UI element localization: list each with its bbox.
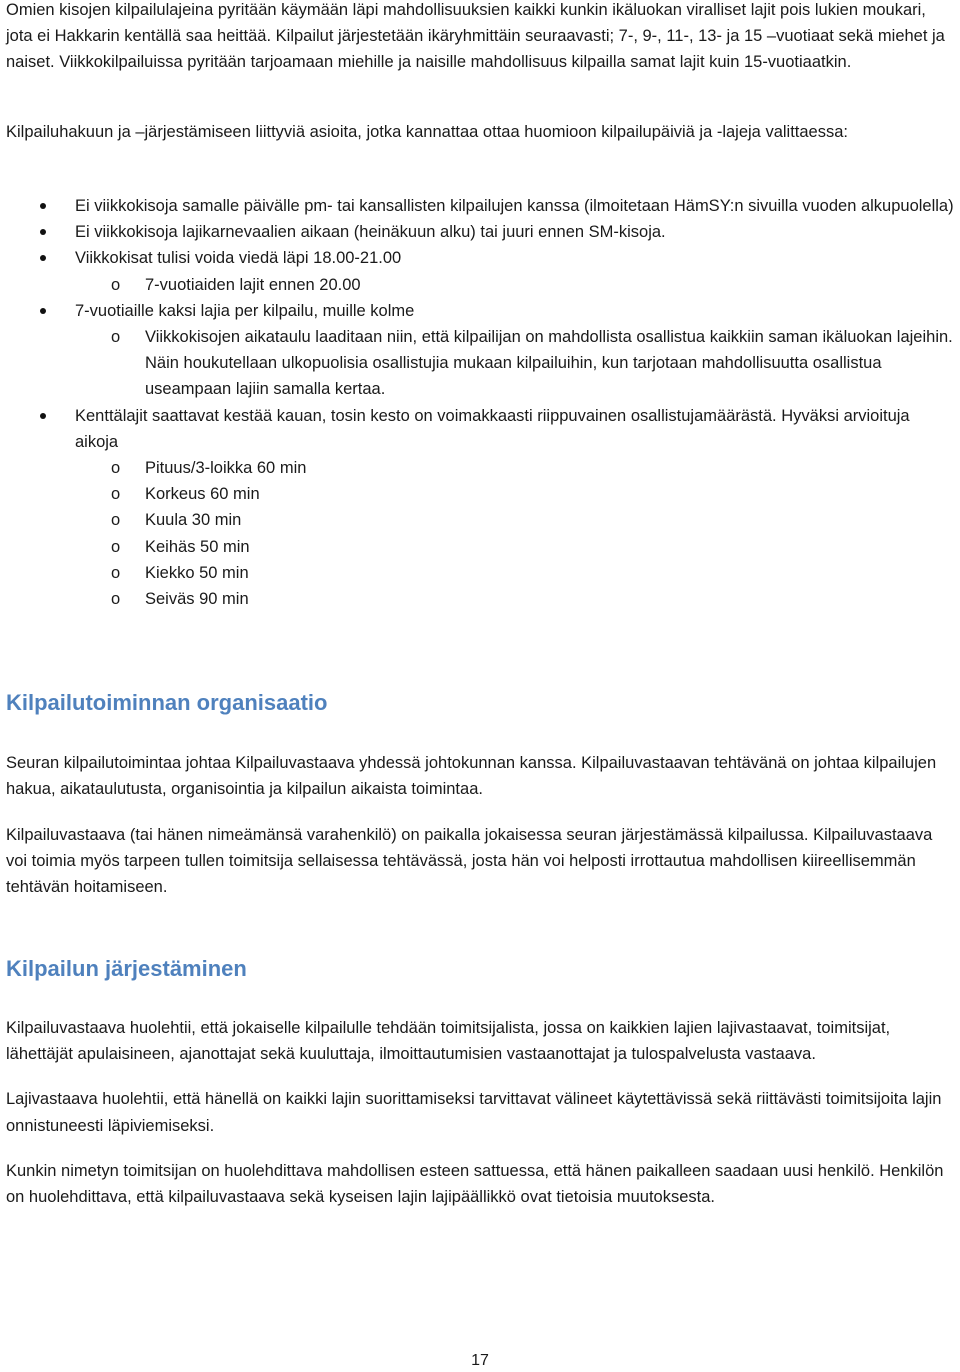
arrangement-paragraph-2: Lajivastaava huolehtii, että hänellä on kaikki lajin suorittamiseksi tarvittavat välineet käytettävissä sekä riittävästi toimitsijoita lajin onnistuneesti läpiviemiseksi. — [6, 1090, 942, 1135]
bullet-text: Viikkokisat tulisi voida viedä läpi 18.00-21.00 — [75, 249, 402, 268]
sub-bullet-marker: o — [111, 328, 121, 347]
sub-item-text: Seiväs 90 min — [145, 590, 249, 609]
bullet-text: Ei viikkokisoja samalle päivälle pm- tai kansallisten kilpailujen kanssa (ilmoitetaan HämSY:n sivuilla vuoden alkupuolella) — [75, 197, 954, 215]
intro-paragraph-1: Omien kisojen kilpailulajeina pyritään käymään läpi mahdollisuuksien kaikki kunkin ikäluokan viralliset lajit pois lukien moukari, jota ei Hakkarin kentällä saa heittää. Kilpailut järjestetään ikäryhmittäin seuraavasti; 7-, 9-, 11-, 13- ja 15 –vuotiaat sekä miehet ja naiset. Viikkokilpailuissa pyritään tarjoamaan miehille ja naisille mahdollisuus kilpailla samat lajit kuin 15-vuotiaatkin. — [6, 1, 945, 72]
bullet-list — [6, 193, 956, 612]
sub-bullet-marker: o — [111, 563, 121, 582]
bullet-item — [6, 298, 956, 403]
organisation-paragraph-1: Seuran kilpailutoimintaa johtaa Kilpailuvastaava yhdessä johtokunnan kanssa. Kilpailuvastaavan tehtävänä on johtaa kilpailujen hakua, aikataulutusta, organisointia ja kilpailun aikaista toimintaa. — [6, 754, 937, 799]
sub-list-item — [75, 507, 956, 533]
sub-item-text: Kuula 30 min — [145, 511, 242, 530]
bullet-item — [6, 403, 956, 613]
bullet-item — [6, 219, 956, 245]
sub-list-item — [75, 534, 956, 560]
sub-item-text: Keihäs 50 min — [145, 537, 250, 556]
bullet-text: Kenttälajit saattavat kestää kauan, tosin kesto on voimakkaasti riippuvainen osallistujamäärästä. Hyväksi arvioituja aikoja — [75, 406, 910, 451]
bullet-item — [6, 193, 956, 219]
sub-bullet-marker: o — [111, 590, 121, 609]
bullet-dot-icon — [40, 308, 46, 314]
sub-list-item — [75, 272, 956, 298]
sub-list-item — [75, 586, 956, 612]
sub-list-item — [75, 324, 956, 403]
bullet-item — [6, 245, 956, 297]
bullet-dot-icon — [40, 229, 46, 235]
sub-list-item — [75, 560, 956, 586]
sub-item-text: Korkeus 60 min — [145, 485, 260, 504]
section-heading-arrangement: Kilpailun järjestäminen — [6, 956, 247, 981]
sub-list — [75, 324, 956, 403]
sub-bullet-marker: o — [111, 485, 121, 504]
sub-item-text: 7-vuotiaiden lajit ennen 20.00 — [145, 275, 361, 294]
arrangement-paragraph-3: Kunkin nimetyn toimitsijan on huolehdittava mahdollisen esteen sattuessa, että hänen paikalleen saadaan uusi henkilö. Henkilön on huolehdittava, että kilpailuvastaava sekä kyseisen lajin lajipäällikkö ovat tietoisia muutoksesta. — [6, 1161, 944, 1207]
bullet-dot-icon — [40, 413, 46, 419]
sub-bullet-marker: o — [111, 511, 121, 530]
sub-item-text: Viikkokisojen aikataulu laaditaan niin, että kilpailijan on mahdollista osallistua kaikkiin saman ikäluokan lajeihin. Näin houkutellaan ulkopuolisia osallistujia mukaan kilpailuihin, kun tarjotaan mahdollisuutta osallistua useampaan lajiin samalla kertaa. — [145, 328, 953, 399]
sub-item-text: Pituus/3-loikka 60 min — [145, 459, 307, 478]
sub-list — [75, 455, 956, 612]
arrangement-paragraph-1: Kilpailuvastaava huolehtii, että jokaiselle kilpailulle tehdään toimitsijalista, jossa on kaikkien lajien lajivastaavat, toimitsijat, lähettäjät apulaisineen, ajanottajat sekä kuuluttaja, ilmoittautumisien vastaanottajat ja tulospalvelusta vastaava. — [6, 1019, 891, 1064]
sub-list — [75, 272, 956, 298]
sub-bullet-marker: o — [111, 537, 121, 556]
organisation-paragraph-2: Kilpailuvastaava (tai hänen nimeämänsä varahenkilö) on paikalla jokaisessa seuran järjestämässä kilpailussa. Kilpailuvastaava voi toimia myös tarpeen tullen toimitsija sellaisessa tehtävässä, josta hän voi helposti irrottautua mahdollisen kiireellisemmän tehtävän hoitamiseen. — [6, 826, 933, 897]
sub-bullet-marker: o — [111, 275, 121, 294]
sub-bullet-marker: o — [111, 459, 121, 478]
bullet-dot-icon — [40, 203, 46, 209]
bullet-text: Ei viikkokisoja lajikarnevaalien aikaan (heinäkuun alku) tai juuri ennen SM-kisoja. — [75, 223, 666, 242]
intro-paragraph-2: Kilpailuhakuun ja –järjestämiseen liittyviä asioita, jotka kannattaa ottaa huomioon kilpailupäiviä ja -lajeja valittaessa: — [6, 123, 848, 141]
bullet-dot-icon — [40, 255, 46, 261]
section-heading-organisation: Kilpailutoiminnan organisaatio — [6, 690, 328, 715]
sub-list-item — [75, 455, 956, 481]
sub-item-text: Kiekko 50 min — [145, 563, 249, 582]
sub-list-item — [75, 481, 956, 507]
bullet-text: 7-vuotiaille kaksi lajia per kilpailu, muille kolme — [75, 301, 415, 320]
page-number: 17 — [471, 1352, 489, 1369]
